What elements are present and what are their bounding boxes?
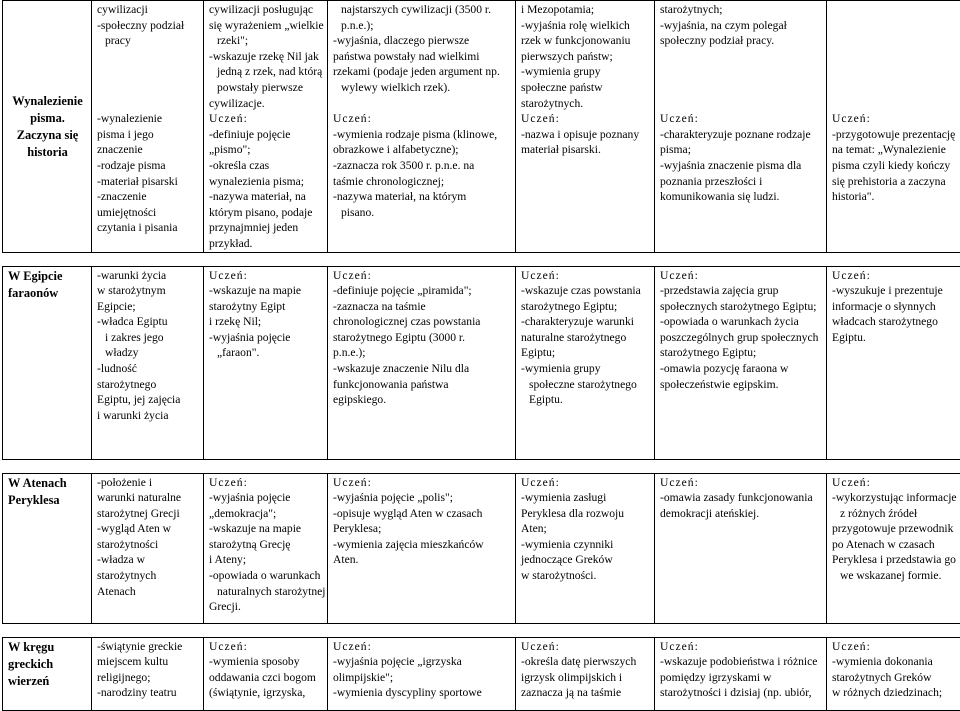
cell-line: -wyjaśnia, na czym polegał <box>660 18 822 34</box>
requirements-extended-cell <box>328 266 516 459</box>
cell-line: i Mezopotamia; <box>521 2 650 18</box>
cell-line: informacje o słynnych <box>832 299 960 315</box>
cell-line: Uczeń: <box>660 475 822 491</box>
content-cell <box>92 637 204 710</box>
cell-line: którym pisano, podaje <box>209 205 323 221</box>
cell-line: „demokracja"; <box>209 506 323 522</box>
cell-line: jedną z rzek, nad którą <box>209 64 323 80</box>
cell-line: -wygląd Aten w <box>97 521 199 537</box>
cell-line: w różnych dziedzinach; <box>832 685 960 701</box>
cell-line: -wyszukuje i prezentuje <box>832 283 960 299</box>
cell-line: rzeki"; <box>209 33 323 49</box>
cell-line: na temat: „Wynalezienie <box>832 142 960 158</box>
cell-line: przygotowuje przewodnik <box>832 521 960 537</box>
cell-line <box>832 64 960 80</box>
requirements-extended-cell <box>328 473 516 623</box>
cell-line: -świątynie greckie <box>97 639 199 655</box>
cell-line: rzek w funkcjonowaniu <box>521 33 650 49</box>
cell-line: -społeczny podział <box>97 18 199 34</box>
cell-line: -wymienia dyscypliny sportowe <box>333 685 511 701</box>
cell-line: Uczeń: <box>832 475 960 491</box>
cell-line: „pismo"; <box>209 142 323 158</box>
requirements-full-cell <box>655 1 827 253</box>
cell-line: Uczeń: <box>333 475 511 491</box>
cell-line: Aten; <box>521 521 650 537</box>
cell-line: -definiuje pojęcie „piramida"; <box>333 283 511 299</box>
cell-line: chronologicznej czas powstania <box>333 314 511 330</box>
cell-line: Peryklesa <box>8 492 87 509</box>
cell-line: -wymienia dokonania <box>832 654 960 670</box>
content-cell <box>92 1 204 253</box>
cell-line: Uczeń: <box>521 475 650 491</box>
topic-cell <box>3 266 92 459</box>
requirements-expanded-cell <box>516 266 655 459</box>
cell-line: -wyjaśnia znaczenie pisma dla <box>660 158 822 174</box>
cell-line: Grecji. <box>209 599 323 615</box>
cell-line: faraonów <box>8 285 87 302</box>
cell-line: z różnych źródeł <box>832 506 960 522</box>
cell-line: -wymienia rodzaje pisma (klinowe, <box>333 127 511 143</box>
cell-line: Wynalezienie <box>8 93 87 110</box>
requirements-extended-cell <box>328 637 516 710</box>
cell-line: i rzekę Nil; <box>209 314 323 330</box>
topic-cell <box>3 473 92 623</box>
cell-line: -wskazuje na mapie <box>209 521 323 537</box>
cell-line: Egiptu, jej zajęcia <box>97 392 199 408</box>
cell-line: przynajmniej jeden <box>209 220 323 236</box>
requirements-full-cell <box>655 637 827 710</box>
requirements-basic-cell <box>204 637 328 710</box>
cell-line: starożytnego Egiptu; <box>521 299 650 315</box>
cell-line <box>660 49 822 65</box>
cell-line: wynalezienia pisma; <box>209 174 323 190</box>
cell-line: funkcjonowania państwa <box>333 377 511 393</box>
cell-line <box>97 49 199 65</box>
cell-line: Uczeń: <box>660 111 822 127</box>
cell-line: -wskazuje czas powstania <box>521 283 650 299</box>
cell-line: starożytnego Egiptu; <box>660 345 822 361</box>
cell-line: -wymienia grupy <box>521 64 650 80</box>
cell-line: Peryklesa i przedstawia go <box>832 552 960 568</box>
cell-line: -wyjaśnia pojęcie <box>209 330 323 346</box>
row-spacer <box>3 623 960 637</box>
cell-line <box>660 64 822 80</box>
cell-line: obrazkowe i alfabetyczne); <box>333 142 511 158</box>
cell-line: -nazywa materiał, na <box>209 189 323 205</box>
cell-line: pracy <box>97 33 199 49</box>
requirements-basic-cell <box>204 473 328 623</box>
cell-line: starożytnych <box>97 568 199 584</box>
cell-line: greckich <box>8 656 87 673</box>
cell-line: Atenach <box>97 584 199 600</box>
cell-line: Uczeń: <box>209 111 323 127</box>
requirements-beyond-cell <box>827 266 960 459</box>
topic-cell <box>3 1 92 253</box>
cell-line: cywilizacji posługując <box>209 2 323 18</box>
cell-line: religijnego; <box>97 670 199 686</box>
cell-line: pisma czyli kiedy kończy <box>832 158 960 174</box>
cell-line: pisma. <box>8 110 87 127</box>
cell-line <box>832 96 960 112</box>
cell-line: starożytnych. <box>521 96 650 112</box>
cell-line: -ludność <box>97 361 199 377</box>
cell-line: -zaznacza na taśmie <box>333 299 511 315</box>
cell-line: Uczeń: <box>521 268 650 284</box>
cell-line: zaznacza ją na taśmie <box>521 685 650 701</box>
cell-line <box>660 96 822 112</box>
cell-line: -wyjaśnia pojęcie „polis"; <box>333 490 511 506</box>
cell-line: -zaznacza rok 3500 r. p.n.e. na <box>333 158 511 174</box>
cell-line: starożytności i dzisiaj (np. ubiór, <box>660 685 822 701</box>
cell-line <box>97 80 199 96</box>
requirements-full-cell <box>655 266 827 459</box>
curriculum-table <box>2 0 960 711</box>
cell-line: Uczeń: <box>521 111 650 127</box>
cell-line: miejscem kultu <box>97 654 199 670</box>
cell-line: -wymienia zajęcia mieszkańców <box>333 537 511 553</box>
cell-line: Egipcie; <box>97 299 199 315</box>
cell-line: -wyjaśnia pojęcie <box>209 490 323 506</box>
cell-line: władcach starożytnego <box>832 314 960 330</box>
cell-line: naturalne starożytnego <box>521 330 650 346</box>
cell-line: się prehistoria a zaczyna <box>832 174 960 190</box>
cell-line: Zaczyna się <box>8 127 87 144</box>
cell-line: i warunki życia <box>97 408 199 424</box>
cell-line: Peryklesa dla rozwoju <box>521 506 650 522</box>
cell-line: -charakteryzuje poznane rodzaje <box>660 127 822 143</box>
cell-line: -omawia pozycję faraona w <box>660 361 822 377</box>
cell-line: Peryklesa; <box>333 521 511 537</box>
cell-line: -wyjaśnia, dlaczego pierwsze <box>333 33 511 49</box>
cell-line: -opisuje wygląd Aten w czasach <box>333 506 511 522</box>
cell-line: -wykorzystując informacje <box>832 490 960 506</box>
cell-line: rzekami (podaje jeden argument np. <box>333 64 511 80</box>
table-row <box>3 266 960 459</box>
cell-line: olimpijskie"; <box>333 670 511 686</box>
cell-line: poszczególnych grup społecznych <box>660 330 822 346</box>
cell-line: -władca Egiptu <box>97 314 199 330</box>
cell-line: -wskazuje na mapie <box>209 283 323 299</box>
cell-line: -narodziny teatru <box>97 685 199 701</box>
cell-line: -położenie i <box>97 475 199 491</box>
cell-line: jednoczące Greków <box>521 552 650 568</box>
cell-line: -przedstawia zajęcia grup <box>660 283 822 299</box>
cell-line: -wskazuje znaczenie Nilu dla <box>333 361 511 377</box>
requirements-beyond-cell <box>827 473 960 623</box>
cell-line: społeczne starożytnego <box>521 377 650 393</box>
cell-line: Egiptu; <box>521 345 650 361</box>
cell-line: -opowiada o warunkach życia <box>660 314 822 330</box>
cell-line: komunikowania się ludzi. <box>660 189 822 205</box>
cell-line: naturalnych starożytnej <box>209 584 323 600</box>
cell-line: -wymienia czynniki <box>521 537 650 553</box>
cell-line: Uczeń: <box>333 639 511 655</box>
cell-line: -warunki życia <box>97 268 199 284</box>
cell-line: we wskazanej formie. <box>832 568 960 584</box>
cell-line: powstały pierwsze <box>209 80 323 96</box>
requirements-basic-cell <box>204 1 328 253</box>
cell-line: -znaczenie <box>97 189 199 205</box>
cell-line: -wymienia grupy <box>521 361 650 377</box>
cell-line: starożytności <box>97 537 199 553</box>
table-row <box>3 1 960 253</box>
cell-line: -charakteryzuje warunki <box>521 314 650 330</box>
cell-line: „faraon". <box>209 345 323 361</box>
cell-line: Uczeń: <box>660 639 822 655</box>
cell-line: wierzeń <box>8 673 87 690</box>
cell-line: cywilizacji <box>97 2 199 18</box>
cell-line: -wymienia sposoby <box>209 654 323 670</box>
cell-line: p.n.e.); <box>333 18 511 34</box>
cell-line: się wyrażeniem „wielkie <box>209 18 323 34</box>
cell-line: społeczeństwie egipskim. <box>660 377 822 393</box>
cell-line: -nazywa materiał, na którym <box>333 189 511 205</box>
requirements-expanded-cell <box>516 637 655 710</box>
cell-line: W Atenach <box>8 475 87 492</box>
cell-line: Uczeń: <box>521 639 650 655</box>
requirements-basic-cell <box>204 266 328 459</box>
requirements-beyond-cell <box>827 637 960 710</box>
cell-line: starożytnych Greków <box>832 670 960 686</box>
cell-line <box>97 96 199 112</box>
cell-line: po Atenach w czasach <box>832 537 960 553</box>
cell-line: Uczeń: <box>333 111 511 127</box>
cell-line: p.n.e.); <box>333 345 511 361</box>
cell-line: (świątynie, igrzyska, <box>209 685 323 701</box>
requirements-extended-cell <box>328 1 516 253</box>
topic-cell <box>3 637 92 710</box>
requirements-expanded-cell <box>516 1 655 253</box>
cell-line: demokracji ateńskiej. <box>660 506 822 522</box>
table-row <box>3 637 960 710</box>
cell-line: w starożytności. <box>521 568 650 584</box>
row-spacer <box>3 459 960 473</box>
cell-line: W Egipcie <box>8 268 87 285</box>
cell-line: Uczeń: <box>832 639 960 655</box>
cell-line <box>832 18 960 34</box>
content-cell <box>92 473 204 623</box>
cell-line: -wskazuje rzekę Nil jak <box>209 49 323 65</box>
cell-line: starożytnego Egiptu (3000 r. <box>333 330 511 346</box>
cell-line <box>832 80 960 96</box>
cell-line <box>333 96 511 112</box>
cell-line: -wyjaśnia rolę wielkich <box>521 18 650 34</box>
cell-line: państwa powstały nad wielkimi <box>333 49 511 65</box>
cell-line: Uczeń: <box>209 268 323 284</box>
requirements-beyond-cell <box>827 1 960 253</box>
cell-line: poznania przeszłości i <box>660 174 822 190</box>
cell-line <box>660 80 822 96</box>
row-spacer <box>3 252 960 266</box>
cell-line <box>832 49 960 65</box>
table-row <box>3 473 960 623</box>
cell-line: starożytnej Grecji <box>97 506 199 522</box>
cell-line: czytania i pisania <box>97 220 199 236</box>
cell-line: -wymienia zasługi <box>521 490 650 506</box>
cell-line: społeczny podział pracy. <box>660 33 822 49</box>
cell-line: Egiptu. <box>832 330 960 346</box>
cell-line: -opowiada o warunkach <box>209 568 323 584</box>
requirements-full-cell <box>655 473 827 623</box>
cell-line: -definiuje pojęcie <box>209 127 323 143</box>
cell-line: -władza w <box>97 552 199 568</box>
cell-line: starożytnych; <box>660 2 822 18</box>
cell-line: -wyjaśnia pojęcie „igrzyska <box>333 654 511 670</box>
cell-line: przykład. <box>209 236 323 252</box>
cell-line: Uczeń: <box>832 111 960 127</box>
cell-line <box>97 64 199 80</box>
cell-line: -wynalezienie <box>97 111 199 127</box>
cell-line <box>832 2 960 18</box>
cell-line: pisma i jego <box>97 127 199 143</box>
cell-line: historia <box>8 144 87 161</box>
cell-line: -rodzaje pisma <box>97 158 199 174</box>
cell-line: Aten. <box>333 552 511 568</box>
cell-line: Uczeń: <box>333 268 511 284</box>
cell-line: oddawania czci bogom <box>209 670 323 686</box>
cell-line: najstarszych cywilizacji (3500 r. <box>333 2 511 18</box>
cell-line: Uczeń: <box>209 639 323 655</box>
requirements-expanded-cell <box>516 473 655 623</box>
cell-line: taśmie chronologicznej; <box>333 174 511 190</box>
cell-line: znaczenie <box>97 142 199 158</box>
cell-line: -omawia zasady funkcjonowania <box>660 490 822 506</box>
content-cell <box>92 266 204 459</box>
cell-line: pisma; <box>660 142 822 158</box>
cell-line: -nazwa i opisuje poznany <box>521 127 650 143</box>
cell-line: igrzysk olimpijskich i <box>521 670 650 686</box>
cell-line: materiał pisarski. <box>521 142 650 158</box>
cell-line: umiejętności <box>97 205 199 221</box>
cell-line: cywilizacje. <box>209 96 323 112</box>
cell-line: historia". <box>832 189 960 205</box>
cell-line: -wskazuje podobieństwa i różnice <box>660 654 822 670</box>
cell-line: egipskiego. <box>333 392 511 408</box>
cell-line: warunki naturalne <box>97 490 199 506</box>
cell-line: starożytnego <box>97 377 199 393</box>
cell-line: pisano. <box>333 205 511 221</box>
cell-line: i zakres jego <box>97 330 199 346</box>
cell-line: Egiptu. <box>521 392 650 408</box>
cell-line: władzy <box>97 345 199 361</box>
cell-line: starożytną Grecję <box>209 537 323 553</box>
cell-line: -materiał pisarski <box>97 174 199 190</box>
cell-line: -określa czas <box>209 158 323 174</box>
cell-line: wylewy wielkich rzek). <box>333 80 511 96</box>
cell-line: pierwszych państw; <box>521 49 650 65</box>
cell-line: pomiędzy igrzyskami w <box>660 670 822 686</box>
cell-line <box>832 33 960 49</box>
cell-line: Uczeń: <box>660 268 822 284</box>
cell-line: społecznych starożytnego Egiptu; <box>660 299 822 315</box>
cell-line: starożytny Egipt <box>209 299 323 315</box>
cell-line: w starożytnym <box>97 283 199 299</box>
cell-line: społeczne państw <box>521 80 650 96</box>
cell-line: Uczeń: <box>832 268 960 284</box>
cell-line: -przygotowuje prezentację <box>832 127 960 143</box>
cell-line: i Ateny; <box>209 552 323 568</box>
cell-line: W kręgu <box>8 639 87 656</box>
cell-line: Uczeń: <box>209 475 323 491</box>
cell-line: -określa datę pierwszych <box>521 654 650 670</box>
